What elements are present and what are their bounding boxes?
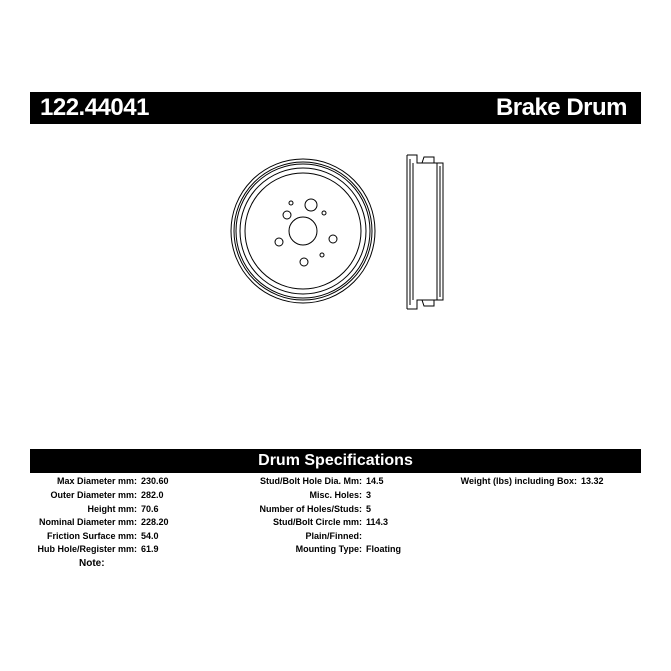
spec-value: 114.3 [366,517,389,527]
spec-label: Number of Holes/Studs: [259,504,362,514]
note-label: Note: [79,558,105,569]
stud-hole-3 [275,238,283,246]
spec-value: 14.5 [366,476,384,486]
spec-value: Floating [366,544,401,554]
part-number: 122.44041 [40,94,149,121]
drum-rim-inner-1 [234,162,372,300]
spec-value: 3 [366,490,372,500]
spec-value: 70.6 [141,504,159,514]
stud-hole-4 [300,258,308,266]
specifications-title: Drum Specifications [258,452,413,469]
spec-label: Max Diameter mm: [56,476,137,486]
misc-hole-3 [320,253,324,257]
drum-face-inner [245,173,361,289]
spec-label: Height mm: [87,504,137,514]
spec-value: 61.9 [141,544,159,554]
spec-label: Nominal Diameter mm: [38,517,137,527]
spec-value: 54.0 [141,531,159,541]
spec-value: 13.32 [581,476,604,486]
spec-value: 5 [366,504,372,514]
spec-label: Plain/Finned: [305,531,362,541]
misc-hole-1 [322,211,326,215]
spec-value: 228.20 [141,517,169,527]
spec-label: Stud/Bolt Circle mm: [272,517,362,527]
spec-value: 230.60 [141,476,169,486]
drum-side-profile [407,155,443,309]
specifications-bar [30,449,641,473]
drum-face-edge [240,168,366,294]
spec-label: Misc. Holes: [309,490,362,500]
drum-rim-inner-2 [236,164,370,298]
spec-label: Hub Hole/Register mm: [37,544,137,554]
stud-hole-1 [305,199,317,211]
spec-label: Mounting Type: [295,544,362,554]
spec-value: 282.0 [141,490,164,500]
spec-label: Friction Surface mm: [46,531,137,541]
drum-outer-rim [231,159,375,303]
product-type: Brake Drum [495,94,627,121]
misc-hole-2 [289,201,293,205]
spec-label: Weight (lbs) including Box: [460,476,577,486]
spec-label: Outer Diameter mm: [50,490,137,500]
spec-label: Stud/Bolt Hole Dia. Mm: [260,476,362,486]
hub-hole [289,217,317,245]
stud-hole-5 [329,235,337,243]
stud-hole-2 [283,211,291,219]
